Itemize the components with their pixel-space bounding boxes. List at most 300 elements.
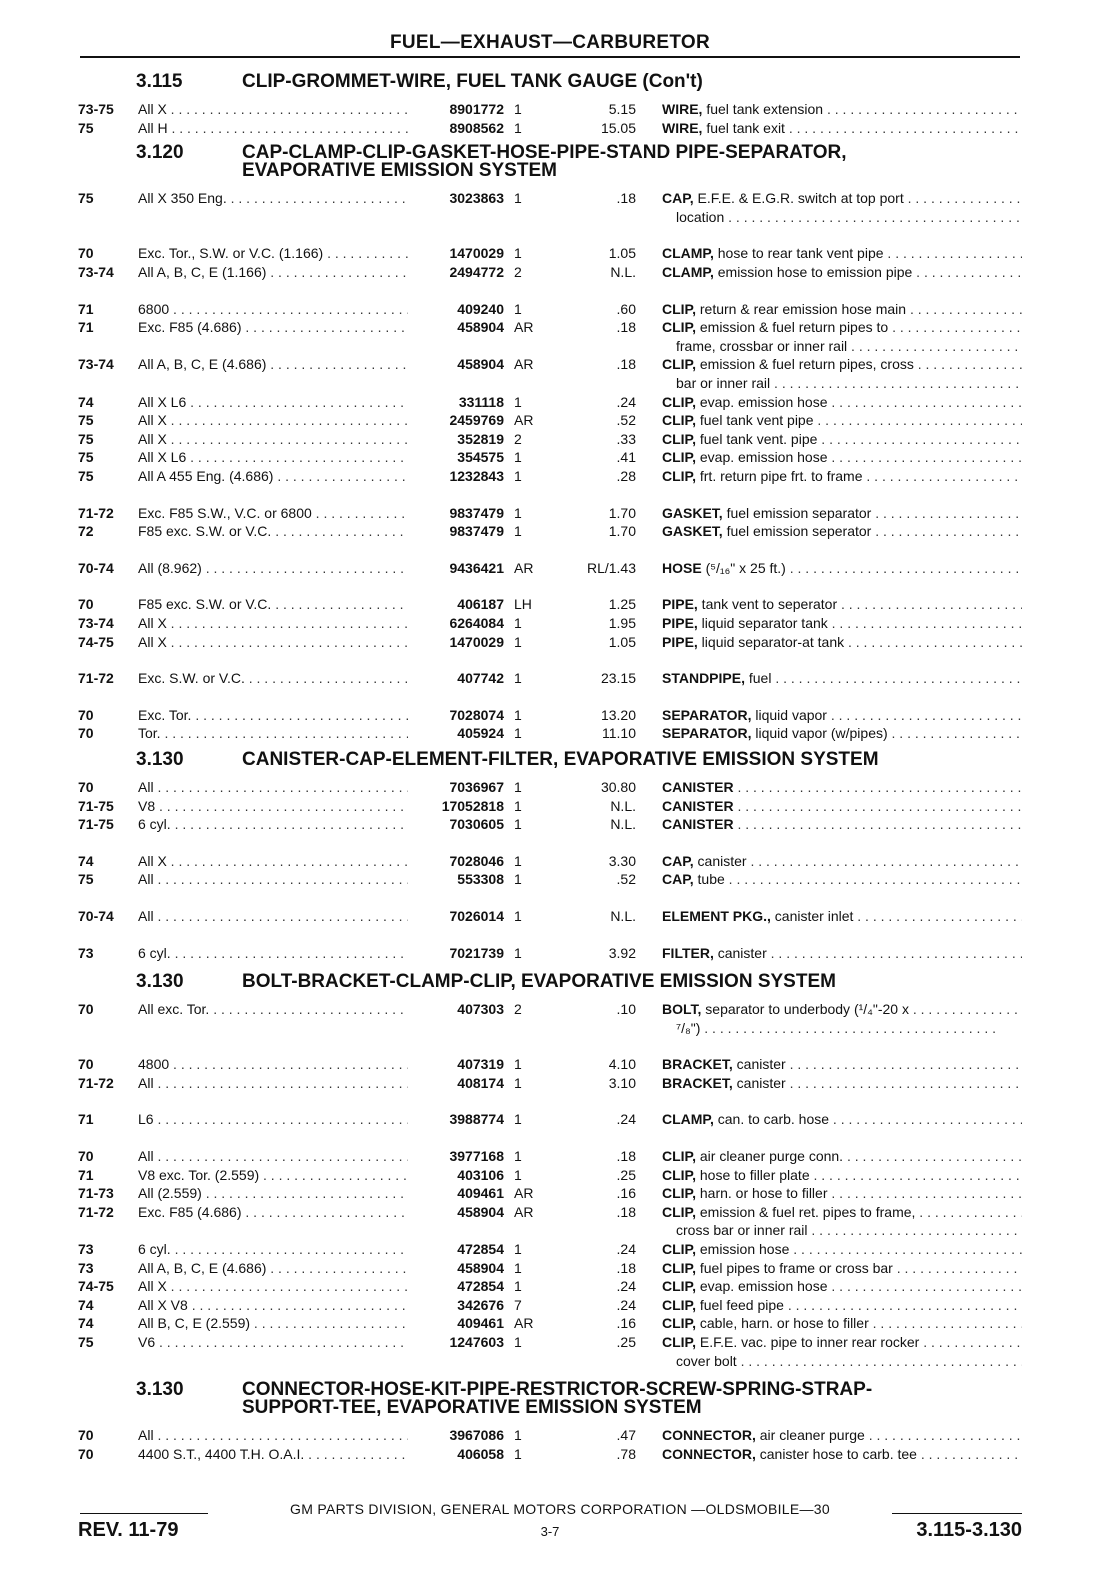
model-year: 73-74: [78, 356, 114, 373]
part-name: CLIP,: [662, 1278, 696, 1295]
quantity: 1: [514, 1074, 522, 1091]
model-year: 70: [78, 596, 94, 613]
price: .47: [616, 1427, 636, 1444]
part-detail: fuel emission seperator: [722, 523, 872, 540]
application: 6 cyl. . . .: [138, 815, 408, 834]
model-year: 71-73: [78, 1185, 114, 1202]
part-detail: evap. emission hose: [695, 393, 828, 410]
part-name: PIPE,: [662, 633, 698, 650]
price: 5.15: [608, 101, 636, 118]
application: All X . . .: [138, 852, 408, 871]
quantity: 1: [514, 1148, 522, 1165]
application: V8 exc. Tor. (2.559) . . .: [138, 1166, 408, 1185]
description: [662, 522, 1022, 541]
price: .16: [616, 1185, 636, 1202]
application: 6 cyl. . . .: [138, 1240, 408, 1259]
part-number: 3023863: [449, 190, 504, 207]
application: L6 . . .: [138, 1110, 408, 1129]
quantity: 1: [514, 1427, 522, 1444]
description: [662, 100, 1022, 119]
parts-row: [0, 448, 1096, 467]
part-detail: cable, harn. or hose to filler: [695, 1315, 869, 1332]
part-number: 2459769: [449, 412, 504, 429]
quantity: AR: [514, 1203, 534, 1220]
part-name: GASKET,: [662, 504, 723, 521]
quantity: 1: [514, 614, 522, 631]
description: [662, 815, 1022, 834]
part-detail: air cleaner purge: [755, 1427, 865, 1444]
quantity: 1: [514, 1111, 522, 1128]
part-detail: tank vent to seperator: [697, 596, 838, 613]
price: 13.20: [600, 706, 636, 723]
quantity: 2: [514, 430, 522, 447]
part-detail: can. to carb. hose: [713, 1111, 830, 1128]
part-number: 1470029: [449, 633, 504, 650]
parts-row: [0, 1277, 1096, 1296]
part-name: STANDPIPE,: [662, 670, 745, 687]
model-year: 75: [78, 412, 94, 429]
part-name: ELEMENT PKG.,: [662, 908, 771, 925]
model-year: 75: [78, 1334, 94, 1351]
part-name: CLIP,: [662, 356, 696, 373]
description: [662, 944, 1022, 963]
quantity: AR: [514, 1185, 534, 1202]
parts-row: [0, 300, 1096, 319]
part-number: 3977168: [449, 1148, 504, 1165]
part-detail: liquid vapor (w/pipes): [751, 725, 888, 742]
parts-row: [0, 706, 1096, 725]
part-name: CLIP,: [662, 430, 696, 447]
part-detail: fuel pipes to frame or cross bar: [695, 1259, 893, 1276]
parts-row-continuation: [0, 337, 1096, 356]
price: .18: [616, 1203, 636, 1220]
quantity: 1: [514, 852, 522, 869]
description: [662, 595, 1022, 614]
part-detail: canister: [693, 852, 747, 869]
price: .60: [616, 300, 636, 317]
description: [662, 119, 1022, 138]
application: Tor. . . .: [138, 724, 408, 743]
part-name: WIRE,: [662, 119, 703, 136]
application: All (2.559) . . .: [138, 1184, 408, 1203]
quantity: 1: [514, 797, 522, 814]
part-number: 553308: [457, 871, 504, 888]
parts-row: [0, 614, 1096, 633]
part-number: 352819: [457, 430, 504, 447]
price: 1.95: [608, 614, 636, 631]
parts-row: [0, 852, 1096, 871]
part-detail: liquid separator tank: [697, 614, 828, 631]
parts-row: [0, 119, 1096, 138]
description-continued: cover bolt . . .: [676, 1352, 1022, 1371]
price: .25: [616, 1334, 636, 1351]
quantity: 1: [514, 1278, 522, 1295]
parts-row-continuation: [0, 208, 1096, 227]
description: [662, 189, 1022, 208]
part-name: CLIP,: [662, 467, 696, 484]
application: All X L6 . . .: [138, 448, 408, 467]
part-detail: frt. return pipe frt. to frame: [695, 467, 863, 484]
application: All . . .: [138, 778, 408, 797]
model-year: 74: [78, 1296, 94, 1313]
price: .24: [616, 393, 636, 410]
part-detail: emission & fuel ret. pipes to frame,: [695, 1203, 916, 1220]
description: [662, 1277, 1022, 1296]
part-detail: fuel tank exit: [702, 119, 785, 136]
description-continued: location . . .: [676, 208, 1022, 227]
quantity: 2: [514, 1001, 522, 1018]
model-year: 75: [78, 430, 94, 447]
quantity: 1: [514, 449, 522, 466]
part-detail: emission & fuel return pipes, cross: [695, 356, 914, 373]
price: .52: [616, 412, 636, 429]
application: All A, B, C, E (4.686) . . .: [138, 1259, 408, 1278]
price: N.L.: [610, 816, 636, 833]
section-title: CANISTER-CAP-ELEMENT-FILTER, EVAPORATIVE EMISSION SYSTEM: [242, 749, 879, 770]
description: [662, 852, 1022, 871]
page-header: FUEL—EXHAUST—CARBURETOR: [389, 32, 711, 53]
description: [662, 411, 1022, 430]
price: .24: [616, 1278, 636, 1295]
part-number: 3967086: [449, 1427, 504, 1444]
quantity: 2: [514, 263, 522, 280]
part-number: 8908562: [449, 119, 504, 136]
part-name: CAP,: [662, 871, 694, 888]
parts-row: [0, 1240, 1096, 1259]
description: [662, 1166, 1022, 1185]
part-number: 17052818: [441, 797, 504, 814]
description: [662, 467, 1022, 486]
model-year: 70: [78, 779, 94, 796]
application: Exc. Tor. . . .: [138, 706, 408, 725]
parts-row: [0, 797, 1096, 816]
part-number: 342676: [457, 1296, 504, 1313]
description: [662, 1314, 1022, 1333]
quantity: AR: [514, 356, 534, 373]
part-detail: fuel: [744, 670, 772, 687]
quantity: 1: [514, 944, 522, 961]
part-number: 406058: [457, 1445, 504, 1462]
parts-row: [0, 411, 1096, 430]
part-number: 409461: [457, 1315, 504, 1332]
application: All . . .: [138, 907, 408, 926]
description: [662, 870, 1022, 889]
model-year: 75: [78, 119, 94, 136]
description: [662, 1147, 1022, 1166]
description: [662, 797, 1022, 816]
price: .16: [616, 1315, 636, 1332]
price: .52: [616, 871, 636, 888]
part-name: CONNECTOR,: [662, 1427, 756, 1444]
part-detail: hose to filler plate: [695, 1166, 810, 1183]
quantity: 1: [514, 1334, 522, 1351]
part-detail: fuel tank vent. pipe: [695, 430, 818, 447]
part-detail: canister: [732, 1056, 786, 1073]
model-year: 75: [78, 467, 94, 484]
model-year: 73-75: [78, 101, 114, 118]
parts-row: [0, 724, 1096, 743]
model-year: 71-72: [78, 504, 114, 521]
price: N.L.: [610, 797, 636, 814]
part-number: 2494772: [449, 263, 504, 280]
description: [662, 504, 1022, 523]
part-name: CONNECTOR,: [662, 1445, 756, 1462]
part-name: CLIP,: [662, 1148, 696, 1165]
part-number: 7036967: [449, 779, 504, 796]
price: .24: [616, 1241, 636, 1258]
application: F85 exc. S.W. or V.C. . . .: [138, 595, 408, 614]
part-number: 458904: [457, 1259, 504, 1276]
parts-row: [0, 467, 1096, 486]
application: All exc. Tor. . . .: [138, 1000, 408, 1019]
model-year: 71-72: [78, 1074, 114, 1091]
part-number: 403106: [457, 1166, 504, 1183]
description: [662, 669, 1022, 688]
parts-row: [0, 1296, 1096, 1315]
quantity: 1: [514, 1241, 522, 1258]
model-year: 70: [78, 725, 94, 742]
parts-row: [0, 1426, 1096, 1445]
section-number: 3.130: [136, 749, 184, 770]
quantity: 1: [514, 670, 522, 687]
application: V6 . . .: [138, 1333, 408, 1352]
price: 1.70: [608, 523, 636, 540]
quantity: 1: [514, 706, 522, 723]
part-name: CLIP,: [662, 1166, 696, 1183]
part-number: 3988774: [449, 1111, 504, 1128]
quantity: AR: [514, 1315, 534, 1332]
description: [662, 1240, 1022, 1259]
part-name: CLIP,: [662, 1203, 696, 1220]
price: 1.70: [608, 504, 636, 521]
model-year: 75: [78, 871, 94, 888]
part-number: 472854: [457, 1241, 504, 1258]
model-year: 70: [78, 706, 94, 723]
part-number: 331118: [458, 393, 504, 410]
part-detail: separator to underbody (¹/₄"-20 x: [701, 1001, 909, 1018]
model-year: 70-74: [78, 908, 114, 925]
part-detail: hose to rear tank vent pipe: [713, 245, 884, 262]
part-number: 9837479: [449, 504, 504, 521]
parts-row: [0, 393, 1096, 412]
application: F85 exc. S.W. or V.C. . . .: [138, 522, 408, 541]
parts-row: [0, 1445, 1096, 1464]
price: 30.80: [600, 779, 636, 796]
price: .25: [616, 1166, 636, 1183]
application: Exc. F85 S.W., V.C. or 6800 . . .: [138, 504, 408, 523]
description: [662, 778, 1022, 797]
parts-row: [0, 1055, 1096, 1074]
application: All X . . .: [138, 633, 408, 652]
application: All X V8 . . .: [138, 1296, 408, 1315]
price: 15.05: [600, 119, 636, 136]
application: All X . . .: [138, 1277, 408, 1296]
part-detail: tube: [693, 871, 725, 888]
model-year: 74: [78, 852, 94, 869]
part-detail: emission & fuel return pipes to: [695, 319, 889, 336]
parts-row: [0, 633, 1096, 652]
part-number: 407303: [457, 1001, 504, 1018]
price: .41: [616, 449, 636, 466]
section-number: 3.120: [136, 142, 184, 163]
page-number: 3-7: [540, 1524, 560, 1539]
price: RL/1.43: [586, 559, 636, 576]
price: .24: [616, 1296, 636, 1313]
quantity: 1: [514, 101, 522, 118]
parts-row: [0, 504, 1096, 523]
parts-row: [0, 1074, 1096, 1093]
model-year: 73-74: [78, 263, 114, 280]
parts-row-continuation: [0, 1221, 1096, 1240]
part-detail: canister: [732, 1074, 786, 1091]
part-number: 7028074: [449, 706, 504, 723]
description: [662, 1333, 1022, 1352]
description: [662, 1296, 1022, 1315]
description: [662, 318, 1022, 337]
price: .24: [616, 1111, 636, 1128]
part-name: CLIP,: [662, 412, 696, 429]
part-name: HOSE: [662, 559, 702, 576]
part-number: 9436421: [449, 559, 504, 576]
part-name: CLIP,: [662, 449, 696, 466]
application: Exc. Tor., S.W. or V.C. (1.166) . . .: [138, 244, 408, 263]
price: 3.30: [608, 852, 636, 869]
quantity: 1: [514, 816, 522, 833]
section-title: BOLT-BRACKET-CLAMP-CLIP, EVAPORATIVE EMISSION SYSTEM: [242, 971, 836, 992]
parts-row: [0, 595, 1096, 614]
application: All B, C, E (2.559) . . .: [138, 1314, 408, 1333]
part-name: PIPE,: [662, 614, 698, 631]
description: [662, 430, 1022, 449]
description: [662, 1259, 1022, 1278]
part-detail: canister inlet: [770, 908, 854, 925]
part-detail: evap. emission hose: [695, 449, 828, 466]
description: [662, 706, 1022, 725]
price: .18: [616, 190, 636, 207]
description: [662, 1203, 1022, 1222]
quantity: 1: [514, 725, 522, 742]
footer-rule-right: [892, 1513, 1022, 1514]
parts-row: [0, 1166, 1096, 1185]
part-number: 7026014: [449, 908, 504, 925]
part-detail: E.F.E. vac. pipe to inner rear rocker: [695, 1334, 920, 1351]
model-year: 71: [78, 1111, 94, 1128]
parts-row: [0, 1184, 1096, 1203]
part-name: CLIP,: [662, 1185, 696, 1202]
description: [662, 355, 1022, 374]
section-title: CAP-CLAMP-CLIP-GASKET-HOSE-PIPE-STAND PIPE-SEPARATOR,: [242, 142, 847, 163]
section-number: 3.115: [136, 71, 183, 92]
price: 1.05: [608, 633, 636, 650]
parts-row-continuation: [0, 374, 1096, 393]
price: .18: [616, 319, 636, 336]
parts-row: [0, 870, 1096, 889]
parts-row: [0, 907, 1096, 926]
description: [662, 1000, 1022, 1019]
part-name: WIRE,: [662, 101, 703, 118]
application: All (8.962) . . .: [138, 559, 408, 578]
quantity: 1: [514, 633, 522, 650]
price: 1.05: [608, 245, 636, 262]
application: 4800 . . .: [138, 1055, 408, 1074]
model-year: 72: [78, 523, 94, 540]
part-name: CLIP,: [662, 319, 696, 336]
part-detail: canister: [713, 944, 767, 961]
part-number: 1247603: [449, 1334, 504, 1351]
model-year: 73: [78, 944, 94, 961]
quantity: 1: [514, 523, 522, 540]
quantity: AR: [514, 559, 534, 576]
model-year: 71-72: [78, 670, 114, 687]
part-number: 407319: [457, 1056, 504, 1073]
parts-row: [0, 1203, 1096, 1222]
quantity: 1: [514, 1259, 522, 1276]
price: .78: [616, 1445, 636, 1462]
part-detail: return & rear emission hose main: [695, 300, 907, 317]
part-name: BOLT,: [662, 1001, 702, 1018]
part-number: 6264084: [449, 614, 504, 631]
quantity: 1: [514, 300, 522, 317]
application: All . . .: [138, 1426, 408, 1445]
description: [662, 1445, 1022, 1464]
price: 3.10: [608, 1074, 636, 1091]
part-number: 354575: [457, 449, 504, 466]
parts-row: [0, 944, 1096, 963]
part-detail: fuel emission separator: [722, 504, 872, 521]
description: [662, 448, 1022, 467]
application: Exc. S.W. or V.C. . . .: [138, 669, 408, 688]
application: All A, B, C, E (1.166) . . .: [138, 263, 408, 282]
parts-row: [0, 669, 1096, 688]
part-number: 409240: [457, 300, 504, 317]
model-year: 70-74: [78, 559, 114, 576]
section-range: 3.115-3.130: [916, 1519, 1022, 1541]
application: All . . .: [138, 1147, 408, 1166]
model-year: 71: [78, 300, 94, 317]
part-detail: fuel tank extension: [702, 101, 824, 118]
description: [662, 300, 1022, 319]
application: Exc. F85 (4.686) . . .: [138, 1203, 408, 1222]
part-number: 406187: [457, 596, 504, 613]
part-number: 405924: [457, 725, 504, 742]
description: [662, 1074, 1022, 1093]
part-detail: emission hose to emission pipe: [713, 263, 913, 280]
part-number: 8901772: [449, 101, 504, 118]
model-year: 71-75: [78, 797, 114, 814]
part-name: GASKET,: [662, 523, 723, 540]
part-number: 1470029: [449, 245, 504, 262]
quantity: 1: [514, 779, 522, 796]
parts-row: [0, 318, 1096, 337]
price: .10: [616, 1001, 636, 1018]
part-detail: evap. emission hose: [695, 1278, 828, 1295]
price: 11.10: [602, 725, 636, 742]
part-name: CLIP,: [662, 1296, 696, 1313]
model-year: 71: [78, 319, 94, 336]
parts-row: [0, 1314, 1096, 1333]
application: Exc. F85 (4.686) . . .: [138, 318, 408, 337]
model-year: 71-72: [78, 1203, 114, 1220]
model-year: 75: [78, 449, 94, 466]
part-number: 458904: [457, 356, 504, 373]
description: [662, 559, 1022, 578]
part-name: CAP,: [662, 190, 694, 207]
part-number: 407742: [457, 670, 504, 687]
application: 6 cyl. . . .: [138, 944, 408, 963]
description: [662, 1426, 1022, 1445]
part-name: CLIP,: [662, 1334, 696, 1351]
description: [662, 724, 1022, 743]
